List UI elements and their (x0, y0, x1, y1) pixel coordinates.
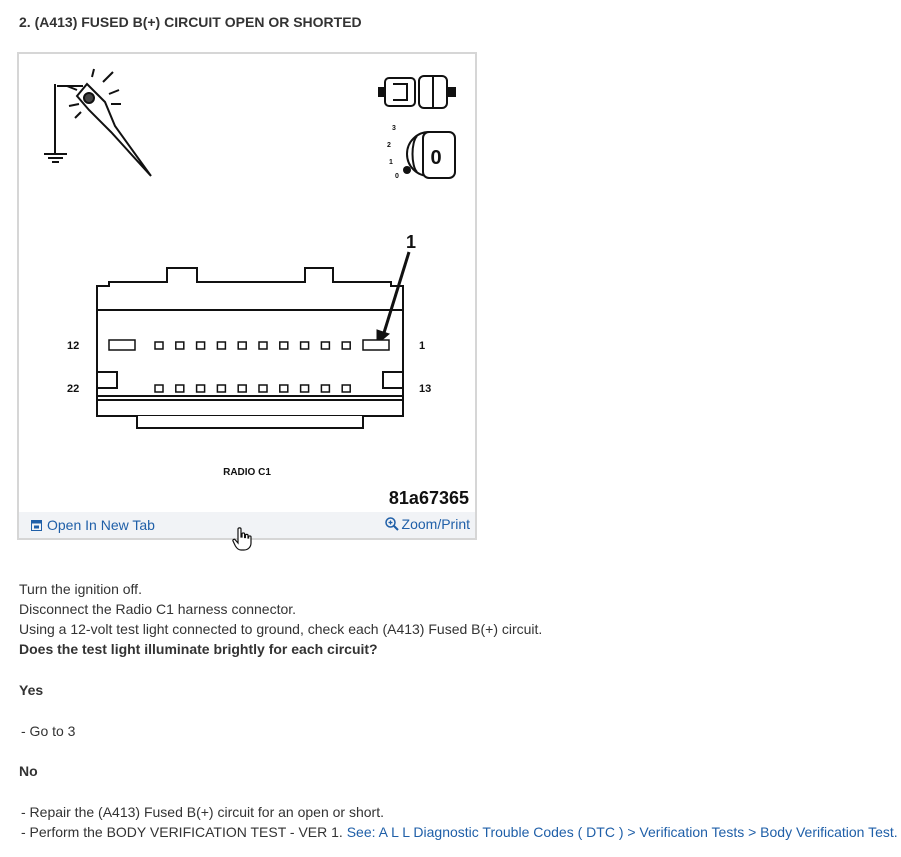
body-verification-link[interactable]: See: A L L Diagnostic Trouble Codes ( DTC ) > Verification Tests > Body Verification Test (346, 824, 894, 840)
pin-cavity (301, 385, 309, 392)
open-tab-icon (31, 520, 42, 531)
pin-cavity (259, 385, 267, 392)
pin-cavity (197, 385, 205, 392)
verify-suffix: . (893, 824, 898, 840)
radio-c1-connector (97, 268, 403, 428)
open-in-new-tab-label: Open In New Tab (47, 517, 155, 533)
connector-name: RADIO C1 (223, 467, 271, 478)
yes-action: - Go to 3 (21, 723, 76, 739)
pin-cavity (321, 342, 329, 349)
pin-label-12: 12 (67, 340, 80, 352)
pin-cavity (217, 385, 225, 392)
no-heading: No (19, 763, 38, 779)
open-in-new-tab-link[interactable] (31, 517, 155, 533)
pin-cavity (342, 342, 350, 349)
pin-cavity-large (109, 340, 135, 350)
connector-diagram (19, 54, 475, 512)
pin-label-13: 13 (419, 383, 432, 395)
image-id: 81a67365 (388, 488, 469, 508)
key-position-3: 3 (392, 125, 396, 132)
pin-cavity (197, 342, 205, 349)
zoom-print-label: Zoom/Print (401, 516, 470, 532)
pin-cavity-large (363, 340, 389, 350)
pin-label-22: 22 (67, 383, 80, 395)
pin-cavity (155, 385, 163, 392)
figure-card (17, 52, 477, 540)
key-position-1: 1 (389, 159, 393, 166)
no-action-verify (21, 824, 898, 840)
pin-cavity (217, 342, 225, 349)
key-position-2: 2 (387, 142, 391, 149)
key-label: 0 (430, 147, 442, 169)
instruction-line: Using a 12-volt test light connected to ground, check each (A413) Fused B(+) circuit. (19, 621, 543, 637)
pin-cavity (176, 342, 184, 349)
callout-number: 1 (406, 232, 417, 252)
disconnect-icon (379, 76, 455, 108)
pin-cavity (280, 342, 288, 349)
zoom-print-link[interactable] (385, 516, 470, 532)
instruction-line: Disconnect the Radio C1 harness connector. (19, 601, 297, 617)
step-title: 2. (A413) FUSED B(+) CIRCUIT OPEN OR SHORTED (19, 14, 362, 30)
pin-cavity (238, 385, 246, 392)
yes-heading: Yes (19, 682, 44, 698)
test-light-icon (44, 69, 151, 176)
pin-cavity (301, 342, 309, 349)
instruction-line: Turn the ignition off. (19, 581, 142, 597)
pin-cavity (280, 385, 288, 392)
no-action-repair: - Repair the (A413) Fused B(+) circuit for an open or short. (21, 804, 384, 820)
pin-cavity (321, 385, 329, 392)
hand-cursor-icon (232, 527, 252, 551)
zoom-icon (385, 517, 399, 531)
pin-cavity (238, 342, 246, 349)
pin-cavity (342, 385, 350, 392)
pin-cavity (176, 385, 184, 392)
pin-cavity (259, 342, 267, 349)
test-question: Does the test light illuminate brightly for each circuit? (19, 641, 378, 657)
pin-label-1: 1 (419, 340, 426, 352)
verify-text: - Perform the BODY VERIFICATION TEST - VER 1. (21, 824, 347, 840)
pin-cavity (155, 342, 163, 349)
key-position-0: 0 (395, 173, 399, 180)
ignition-key-icon (403, 132, 455, 178)
